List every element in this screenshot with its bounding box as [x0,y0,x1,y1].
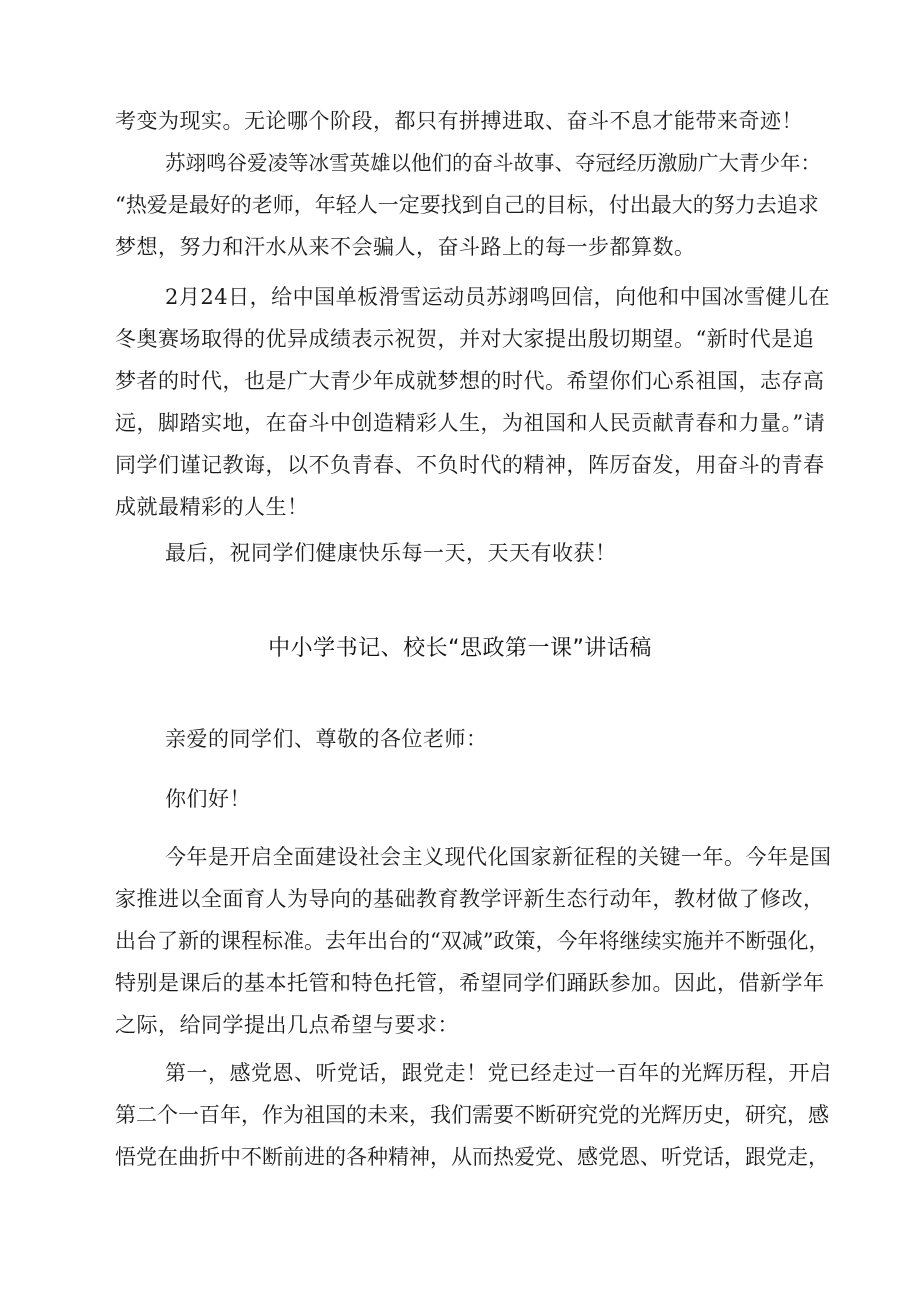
text-line: 悟党在曲折中不断前进的各种精神，从而热爱党、感党恩、听党话，跟党走， [115,1145,829,1169]
text-line: 亲爱的同学们、尊敬的各位老师： [165,727,488,751]
paragraph-final-wishes [115,532,835,574]
text-line: 冬奥赛场取得的优异成绩表示祝贺，并对大家提出殷切期望。“新时代是追 [115,327,815,351]
text-line: 考变为现实。无论哪个阶段，都只有拼搏进取、奋斗不息才能带来奇迹！ [115,109,803,133]
text-line: 同学们谨记教诲，以不负青春、不负时代的精神，阵厉奋发，用奋斗的青春 [115,453,825,477]
paragraph-closing-previous [115,100,835,142]
text-line: 出台了新的课程标准。去年出台的“双减”政策，今年将继续实施并不断强化， [115,929,830,953]
text-line: 之际，给同学提出几点希望与要求： [115,1013,459,1037]
text-line: 家推进以全面育人为导向的基础教育教学评新生态行动年，教材做了修改， [115,887,825,911]
text-line: 苏翊鸣谷爱凌等冰雪英雄以他们的奋斗故事、夺冠经历激励广大青少年： [165,151,821,175]
text-line: 2月24日，给中国单板滑雪运动员苏翊鸣回信，向他和中国冰雪健儿在 [165,285,831,309]
paragraph-this-year [115,836,835,1046]
hello-line [115,778,835,820]
text-line: “热爱是最好的老师，年轻人一定要找到自己的目标，付出最大的努力去追求 [115,193,819,217]
paragraph-winter-heroes [115,142,835,268]
text-line: 第二个一百年，作为祖国的未来，我们需要不断研究党的光辉历史，研究，感 [115,1103,829,1127]
speech-title: 中小学书记、校长“思政第一课”讲话稿 [268,636,652,661]
text-line: 第一，感党恩、听党话，跟党走！党已经走过一百年的光辉历程，开启 [165,1061,832,1085]
text-line: 成就最精彩的人生！ [115,495,309,519]
text-line: 今年是开启全面建设社会主义现代化国家新征程的关键一年。今年是国 [165,845,832,869]
text-line: 梦想，努力和汗水从来不会骗人，奋斗路上的每一步都算数。 [115,235,696,259]
paragraph-first-point [115,1052,835,1178]
greeting-line [115,718,835,760]
text-line: 你们好！ [165,787,251,811]
text-line: 最后，祝同学们健康快乐每一天，天天有收获！ [165,541,617,565]
text-line: 梦者的时代，也是广大青少年成就梦想的时代。希望你们心系祖国，志存高 [115,369,825,393]
text-line: 远，脚踏实地，在奋斗中创造精彩人生，为祖国和人民贡献青春和力量。”请 [115,411,826,435]
text-line: 特别是课后的基本托管和特色托管，希望同学们踊跃参加。因此，借新学年 [115,971,825,995]
paragraph-reply-letter [115,276,835,528]
